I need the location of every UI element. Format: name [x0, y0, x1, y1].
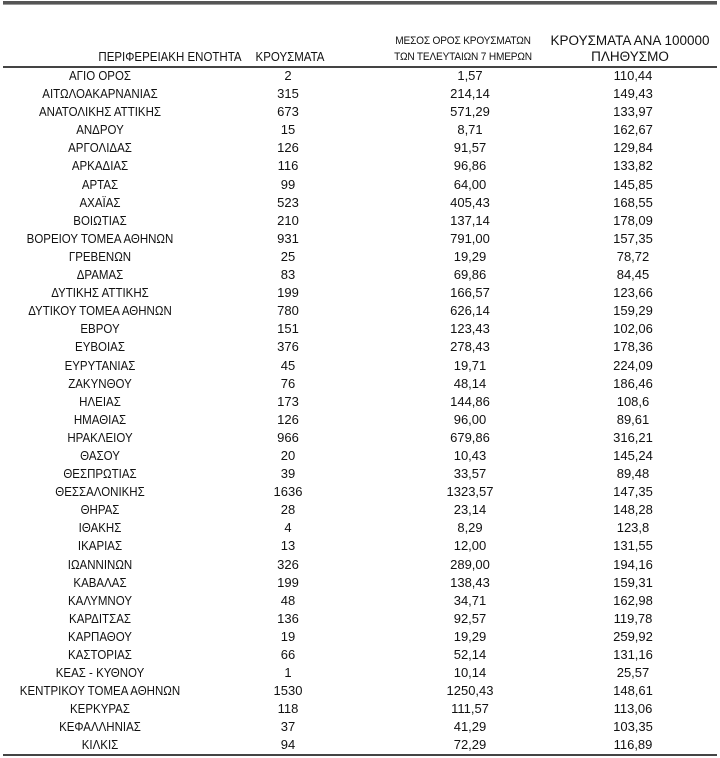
- cell-avg7: 19,29: [453, 628, 487, 644]
- cell-avg7: 137,14: [450, 212, 490, 228]
- cell-cases: 1: [284, 665, 292, 681]
- table-row: [0, 664, 720, 682]
- cell-avg7: 1323,57: [446, 484, 494, 500]
- cell-cases: 1636: [273, 484, 303, 500]
- cell-per100k: 148,61: [613, 683, 653, 699]
- cell-avg7: 1,57: [457, 68, 483, 83]
- table-body: [0, 67, 720, 755]
- cell-region: ΔΡΑΜΑΣ: [76, 268, 124, 283]
- cell-cases: 48: [280, 592, 296, 608]
- cell-region: ΚΕΑΣ - ΚΥΘΝΟΥ: [55, 666, 145, 681]
- table-row: [0, 393, 720, 411]
- table-row: [0, 556, 720, 574]
- table-row: [0, 718, 720, 736]
- cell-avg7: 405,43: [450, 194, 490, 210]
- cell-per100k: 84,45: [616, 267, 650, 283]
- cell-avg7: 10,43: [453, 447, 487, 463]
- cell-per100k: 102,06: [613, 321, 653, 337]
- cell-cases: 136: [277, 610, 299, 626]
- table-row: [0, 610, 720, 628]
- cell-avg7: 41,29: [453, 719, 487, 735]
- table-row: [0, 230, 720, 248]
- table-row: [0, 736, 720, 754]
- cell-region: ΔΥΤΙΚΗΣ ΑΤΤΙΚΗΣ: [51, 286, 149, 301]
- cell-region: ΙΘΑΚΗΣ: [78, 521, 122, 536]
- cell-per100k: 113,06: [613, 701, 653, 717]
- table-header: [0, 0, 720, 66]
- cell-avg7: 52,14: [453, 647, 487, 662]
- table-bottom-rule: [3, 754, 717, 756]
- cell-per100k: 178,36: [613, 339, 653, 355]
- cell-avg7: 91,57: [453, 140, 487, 156]
- table-row: [0, 682, 720, 700]
- table-row: [0, 338, 720, 356]
- table-row: [0, 646, 720, 664]
- cell-avg7: 214,14: [450, 86, 490, 102]
- cell-cases: 199: [277, 574, 299, 590]
- cell-cases: 931: [277, 230, 299, 246]
- table-row: [0, 429, 720, 447]
- cell-per100k: 224,09: [613, 357, 653, 373]
- table-row: [0, 176, 720, 194]
- cell-per100k: 159,29: [613, 303, 653, 319]
- cell-cases: 76: [280, 375, 296, 391]
- cell-per100k: 168,55: [613, 194, 653, 210]
- cell-cases: 20: [280, 447, 296, 463]
- cell-region: ΒΟΙΩΤΙΑΣ: [73, 213, 127, 228]
- table-row: [0, 375, 720, 393]
- table-row: [0, 121, 720, 139]
- cell-per100k: 131,16: [613, 647, 653, 662]
- cell-avg7: 626,14: [450, 303, 490, 319]
- cell-avg7: 96,00: [453, 411, 487, 427]
- cell-cases: 326: [277, 556, 299, 572]
- cell-avg7: 679,86: [450, 429, 490, 445]
- cell-per100k: 162,67: [613, 122, 653, 138]
- cell-region: ΘΕΣΠΡΩΤΙΑΣ: [63, 467, 137, 482]
- cell-cases: 523: [277, 194, 299, 210]
- cell-region: ΙΚΑΡΙΑΣ: [77, 539, 123, 554]
- cell-avg7: 144,86: [450, 393, 490, 409]
- cell-cases: 126: [277, 140, 299, 156]
- cell-cases: 966: [277, 429, 299, 445]
- cell-region: ΗΡΑΚΛΕΙΟΥ: [67, 430, 133, 445]
- cell-cases: 199: [277, 285, 299, 301]
- cell-cases: 99: [280, 176, 296, 192]
- cell-region: ΑΝΑΤΟΛΙΚΗΣ ΑΤΤΙΚΗΣ: [38, 105, 162, 120]
- cell-region: ΕΥΒΟΙΑΣ: [75, 340, 125, 355]
- cell-region: ΕΥΡΥΤΑΝΙΑΣ: [64, 358, 136, 373]
- cell-region: ΚΙΛΚΙΣ: [81, 738, 119, 753]
- cell-avg7: 123,43: [450, 321, 490, 337]
- cell-per100k: 103,35: [613, 719, 653, 735]
- cell-avg7: 289,00: [450, 556, 490, 572]
- table-row: [0, 139, 720, 157]
- cell-per100k: 89,48: [616, 466, 650, 482]
- table-row: [0, 628, 720, 646]
- cell-per100k: 178,09: [613, 212, 653, 228]
- cell-avg7: 571,29: [450, 104, 490, 120]
- cell-per100k: 110,44: [613, 68, 653, 83]
- cell-region: ΑΧΑΪΑΣ: [79, 195, 121, 210]
- table-row: [0, 357, 720, 375]
- cell-cases: 315: [277, 86, 299, 102]
- header-region: ΠΕΡΙΦΕΡΕΙΑΚΗ ΕΝΟΤΗΤΑ: [98, 50, 242, 64]
- cell-avg7: 1250,43: [446, 683, 494, 699]
- cell-cases: 83: [280, 267, 296, 283]
- cell-avg7: 166,57: [450, 285, 490, 301]
- cell-region: ΘΗΡΑΣ: [80, 503, 120, 518]
- header-per100k-line2: ΠΛΗΘΥΣΜΟ: [591, 49, 669, 64]
- table-row: [0, 212, 720, 230]
- cell-per100k: 145,24: [613, 447, 653, 463]
- cell-avg7: 10,14: [453, 665, 487, 681]
- header-avg7-line1: ΜΕΣΟΣ ΟΡΟΣ ΚΡΟΥΣΜΑΤΩΝ: [395, 35, 531, 47]
- cell-region: ΑΡΤΑΣ: [81, 177, 119, 192]
- cell-region: ΙΩΑΝΝΙΝΩΝ: [67, 557, 133, 572]
- cell-per100k: 131,55: [613, 538, 653, 554]
- table-row: [0, 248, 720, 266]
- cell-avg7: 19,71: [453, 357, 487, 373]
- cell-per100k: 89,61: [616, 411, 650, 427]
- table-row: [0, 266, 720, 284]
- table-row: [0, 700, 720, 718]
- cell-per100k: 157,35: [613, 230, 653, 246]
- cell-per100k: 316,21: [613, 429, 653, 445]
- cell-avg7: 12,00: [453, 538, 487, 554]
- cell-avg7: 138,43: [450, 574, 490, 590]
- cell-avg7: 791,00: [450, 230, 490, 246]
- cell-avg7: 69,86: [453, 267, 487, 283]
- cell-avg7: 34,71: [453, 592, 487, 608]
- table-row: [0, 85, 720, 103]
- cell-avg7: 48,14: [453, 375, 487, 391]
- cell-per100k: 147,35: [613, 484, 653, 500]
- cell-cases: 210: [277, 212, 299, 228]
- table-row: [0, 574, 720, 592]
- table-row: [0, 67, 720, 85]
- header-per100k-line1: ΚΡΟΥΣΜΑΤΑ ΑΝΑ 100000: [550, 33, 710, 48]
- cell-per100k: 119,78: [613, 610, 653, 626]
- cell-region: ΗΛΕΙΑΣ: [79, 394, 121, 409]
- cell-per100k: 108,6: [616, 393, 650, 409]
- table-row: [0, 157, 720, 175]
- header-per100k: [545, 33, 715, 65]
- cell-cases: 2: [284, 68, 292, 83]
- cell-per100k: 25,57: [616, 665, 650, 681]
- cell-per100k: 133,97: [613, 104, 653, 120]
- header-cases: ΚΡΟΥΣΜΑΤΑ: [255, 50, 325, 64]
- cell-region: ΚΑΒΑΛΑΣ: [73, 575, 127, 590]
- cell-avg7: 64,00: [453, 176, 487, 192]
- cell-region: ΕΒΡΟΥ: [80, 322, 120, 337]
- cell-cases: 126: [277, 411, 299, 427]
- table-row: [0, 465, 720, 483]
- cell-region: ΚΕΝΤΡΙΚΟΥ ΤΟΜΕΑ ΑΘΗΝΩΝ: [19, 684, 181, 699]
- cell-cases: 4: [284, 520, 292, 536]
- cell-avg7: 19,29: [453, 248, 487, 264]
- cell-cases: 66: [280, 647, 296, 662]
- cell-region: ΚΑΣΤΟΡΙΑΣ: [68, 648, 132, 662]
- cell-cases: 28: [280, 502, 296, 518]
- table-row: [0, 519, 720, 537]
- cell-per100k: 123,8: [616, 520, 650, 536]
- cell-region: ΑΓΙΟ ΟΡΟΣ: [68, 69, 132, 83]
- cell-region: ΖΑΚΥΝΘΟΥ: [68, 376, 132, 391]
- cell-cases: 118: [277, 701, 299, 717]
- cell-avg7: 8,29: [457, 520, 483, 536]
- cell-cases: 37: [280, 719, 296, 735]
- header-avg7-line2: ΤΩΝ ΤΕΛΕΥΤΑΙΩΝ 7 ΗΜΕΡΩΝ: [394, 51, 532, 63]
- cell-avg7: 8,71: [457, 122, 483, 138]
- cell-cases: 45: [280, 357, 296, 373]
- table-row: [0, 537, 720, 555]
- table-row: [0, 483, 720, 501]
- cell-cases: 173: [277, 393, 299, 409]
- cell-per100k: 162,98: [613, 592, 653, 608]
- table-row: [0, 103, 720, 121]
- cell-region: ΚΑΛΥΜΝΟΥ: [68, 593, 132, 608]
- cell-avg7: 111,57: [451, 701, 489, 717]
- cell-cases: 19: [280, 628, 296, 644]
- cell-per100k: 133,82: [613, 158, 653, 174]
- cell-avg7: 23,14: [453, 502, 487, 518]
- cell-avg7: 92,57: [453, 610, 487, 626]
- cell-avg7: 33,57: [453, 466, 487, 482]
- cell-cases: 376: [277, 339, 299, 355]
- cell-region: ΚΑΡΔΙΤΣΑΣ: [69, 611, 131, 626]
- cell-cases: 1530: [273, 683, 303, 699]
- cell-region: ΚΕΦΑΛΛΗΝΙΑΣ: [59, 720, 141, 735]
- cell-region: ΚΑΡΠΑΘΟΥ: [68, 629, 132, 644]
- header-avg7: [376, 33, 551, 65]
- cell-region: ΓΡΕΒΕΝΩΝ: [68, 249, 132, 264]
- table-row: [0, 501, 720, 519]
- cell-cases: 25: [280, 248, 296, 264]
- table-row: [0, 284, 720, 302]
- cell-region: ΘΑΣΟΥ: [80, 448, 120, 463]
- cell-cases: 94: [280, 737, 296, 753]
- cell-per100k: 78,72: [616, 248, 650, 264]
- cell-per100k: 148,28: [613, 502, 653, 518]
- cell-per100k: 129,84: [613, 140, 653, 156]
- table-row: [0, 592, 720, 610]
- cell-cases: 780: [277, 303, 299, 319]
- cell-per100k: 186,46: [613, 375, 653, 391]
- cell-avg7: 96,86: [453, 158, 487, 174]
- cell-cases: 151: [277, 321, 299, 337]
- cell-region: ΚΕΡΚΥΡΑΣ: [70, 702, 130, 717]
- cell-region: ΒΟΡΕΙΟΥ ΤΟΜΕΑ ΑΘΗΝΩΝ: [26, 231, 174, 246]
- table-row: [0, 411, 720, 429]
- cell-region: ΑΡΚΑΔΙΑΣ: [71, 159, 129, 174]
- cell-region: ΘΕΣΣΑΛΟΝΙΚΗΣ: [55, 485, 145, 500]
- cell-region: ΗΜΑΘΙΑΣ: [73, 412, 127, 427]
- cell-region: ΑΡΓΟΛΙΔΑΣ: [68, 141, 132, 156]
- cell-per100k: 194,16: [613, 556, 653, 572]
- cell-per100k: 159,31: [613, 574, 653, 590]
- table-row: [0, 447, 720, 465]
- cell-cases: 673: [277, 104, 299, 120]
- cell-cases: 116: [277, 158, 299, 174]
- table-row: [0, 302, 720, 320]
- cell-avg7: 278,43: [450, 339, 490, 355]
- cell-per100k: 123,66: [613, 285, 653, 301]
- table-row: [0, 320, 720, 338]
- cell-per100k: 149,43: [613, 86, 653, 102]
- cell-region: ΑΝΔΡΟΥ: [76, 123, 124, 138]
- cell-cases: 15: [280, 122, 296, 138]
- cell-region: ΑΙΤΩΛΟΑΚΑΡΝΑΝΙΑΣ: [42, 87, 158, 102]
- cell-per100k: 259,92: [613, 628, 653, 644]
- table-row: [0, 194, 720, 212]
- cell-region: ΔΥΤΙΚΟΥ ΤΟΜΕΑ ΑΘΗΝΩΝ: [28, 304, 172, 319]
- cell-per100k: 145,85: [613, 176, 653, 192]
- cell-cases: 39: [280, 466, 296, 482]
- cell-avg7: 72,29: [453, 737, 487, 753]
- cell-cases: 13: [280, 538, 296, 554]
- cell-per100k: 116,89: [613, 737, 653, 753]
